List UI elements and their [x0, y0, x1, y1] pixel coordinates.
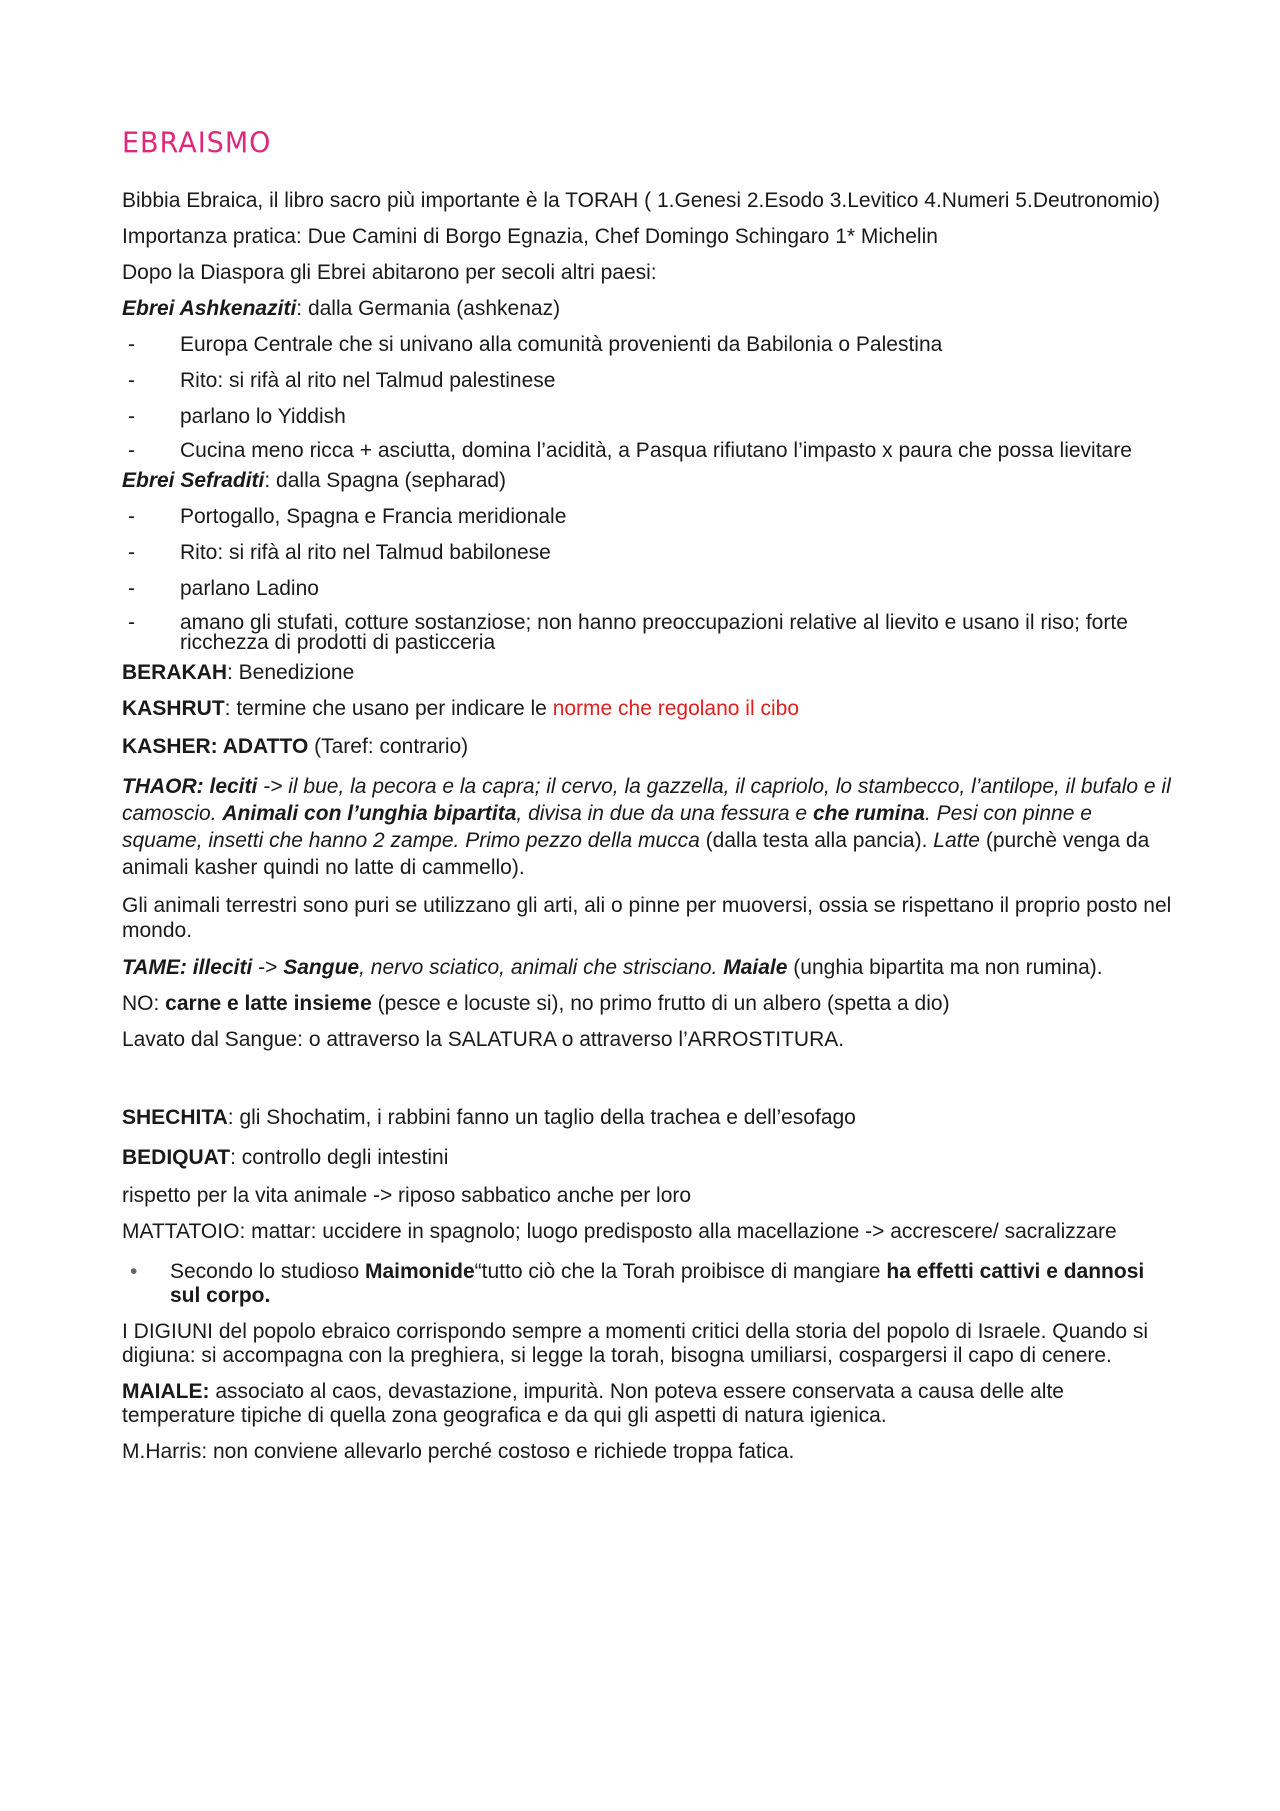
- list-item: - Portogallo, Spagna e Francia meridionale: [122, 505, 1172, 529]
- heading-ashkenaziti: Ebrei Ashkenaziti: dalla Germania (ashkenaz): [122, 297, 561, 320]
- paragraph-shechita: SHECHITA: gli Shochatim, i rabbini fanno un taglio della trachea e dell’esofago: [122, 1106, 856, 1129]
- paragraph-berakah: BERAKAH: Benedizione: [122, 661, 355, 684]
- document-page: [122, 128, 1172, 1476]
- paragraph-kasher: KASHER: ADATTO (Taref: contrario): [122, 735, 469, 758]
- bullet-list: [122, 1260, 1172, 1308]
- list-item: - amano gli stufati, cotture sostanziose; non hanno preoccupazioni relative al lievito e usano il riso; forte ricchezza di prodotti di pasticceria: [122, 613, 1172, 653]
- term-ashkenaziti: Ebrei Ashkenaziti: [122, 297, 297, 320]
- highlighted-text: norme che regolano il cibo: [552, 697, 799, 720]
- paragraph-maiale: MAIALE: associato al caos, devastazione, impurità. Non poteva essere conservata a causa delle alte temperature tipiche di quella zona geografica e da qui gli aspetti di natura igienica.: [122, 1380, 1064, 1427]
- page-title: EBRAISMO: [122, 127, 272, 160]
- paragraph-lavato: Lavato dal Sangue: o attraverso la SALATURA o attraverso l’ARROSTITURA.: [122, 1028, 845, 1051]
- heading-sefraditi: Ebrei Sefraditi: dalla Spagna (sepharad): [122, 469, 507, 492]
- paragraph-diaspora: Dopo la Diaspora gli Ebrei abitarono per secoli altri paesi:: [122, 261, 657, 284]
- list-item: - Cucina meno ricca + asciutta, domina l’acidità, a Pasqua rifiutano l’impasto x paura che possa lievitare: [122, 441, 1172, 461]
- list-item: - parlano lo Yiddish: [122, 405, 1172, 429]
- list-sefraditi: [122, 505, 1172, 653]
- paragraph-no: NO: carne e latte insieme (pesce e locuste si), no primo frutto di un albero (spetta a dio): [122, 992, 950, 1015]
- list-item: - Rito: si rifà al rito nel Talmud babilonese: [122, 541, 1172, 565]
- list-ashkenaziti: [122, 333, 1172, 461]
- paragraph-bediquat: BEDIQUAT: controllo degli intestini: [122, 1146, 449, 1169]
- paragraph-mattatoio: MATTATOIO: mattar: uccidere in spagnolo; luogo predisposto alla macellazione -> accrescere/ sacralizzare: [122, 1220, 1117, 1243]
- paragraph-importanza: Importanza pratica: Due Camini di Borgo Egnazia, Chef Domingo Schingaro 1* Michelin: [122, 225, 938, 248]
- paragraph-tame: TAME: illeciti -> Sangue, nervo sciatico, animali che strisciano. Maiale (unghia bipartita ma non rumina).: [122, 956, 1103, 979]
- paragraph-kashrut: KASHRUT: termine che usano per indicare le norme che regolano il cibo: [122, 697, 799, 720]
- list-item: - Rito: si rifà al rito nel Talmud palestinese: [122, 369, 1172, 393]
- paragraph-torah: Bibbia Ebraica, il libro sacro più importante è la TORAH ( 1.Genesi 2.Esodo 3.Levitico 4.Numeri 5.Deutronomio): [122, 189, 1161, 212]
- list-item: - Europa Centrale che si univano alla comunità provenienti da Babilonia o Palestina: [122, 333, 1172, 357]
- list-item: - parlano Ladino: [122, 577, 1172, 601]
- paragraph-rispetto: rispetto per la vita animale -> riposo sabbatico anche per loro: [122, 1184, 692, 1207]
- paragraph-terrestri: Gli animali terrestri sono puri se utilizzano gli arti, ali o pinne per muoversi, ossia se rispettano il proprio posto nel mondo.: [122, 894, 1172, 942]
- paragraph-digiuni: I DIGIUNI del popolo ebraico corrispondo sempre a momenti critici della storia del popolo di Israele. Quando si digiuna: si accompagna con la preghiera, si legge la torah, bisogna umiliarsi, cospargersi il capo di cenere.: [122, 1320, 1149, 1367]
- paragraph-harris: M.Harris: non conviene allevarlo perché costoso e richiede troppa fatica.: [122, 1440, 795, 1463]
- list-item-maimonide: • Secondo lo studioso Maimonide“tutto ciò che la Torah proibisce di mangiare ha effetti cattivi e dannosi sul corpo.: [122, 1260, 1172, 1308]
- term-sefraditi: Ebrei Sefraditi: [122, 469, 265, 492]
- paragraph-thaor: THAOR: leciti -> il bue, la pecora e la capra; il cervo, la gazzella, il capriolo, lo stambecco, l’antilope, il bufalo e il camoscio. Animali con l’unghia bipartita, divisa in due da una fessura e che rumina. Pesi con pinne e squame, insetti che hanno 2 zampe. Primo pezzo della mucca (dalla testa alla pancia). Latte (purchè venga da animali kasher quindi no latte di cammello).: [122, 775, 1171, 879]
